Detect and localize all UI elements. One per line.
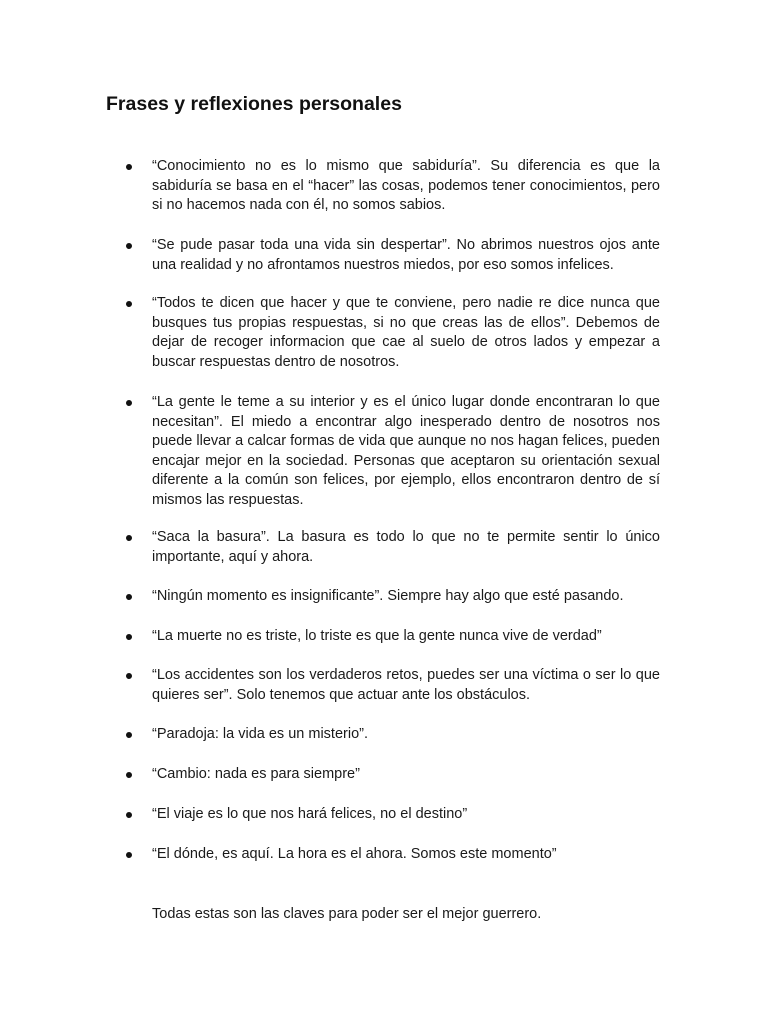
bullet-icon [126,772,132,778]
bullet-icon [126,535,132,541]
bullet-icon [126,243,132,249]
quote-text: “Saca la basura”. La basura es todo lo que no te permite sentir lo único importante, aquí y ahora. [152,529,660,565]
quote-text: “Los accidentes son los verdaderos retos, puedes ser una víctima o ser lo que quieres ser”. Solo tenemos que actuar ante los obstáculos. [152,667,660,703]
closing-paragraph: Todas estas son las claves para poder ser el mejor guerrero. [152,906,542,922]
quote-text: “El viaje es lo que nos hará felices, no el destino” [152,806,468,822]
bullet-icon [126,673,132,679]
quote-text: “La gente le teme a su interior y es el único lugar donde encontraran lo que necesitan”. El miedo a encontrar algo inesperado dentro de nosotros nos puede llevar a calcar formas de vida que aunque no nos hagan felices, pueden encajar mejor en la sociedad. Personas que aceptaron su orientación sexual diferente a la común son felices, por ejemplo, ellos encontraron dentro de sí mismos las respuestas. [152,394,660,508]
bullet-icon [126,852,132,858]
page-title: Frases y reflexiones personales [106,93,402,115]
bullet-icon [126,594,132,600]
bullet-icon [126,732,132,738]
quote-text: “Conocimiento no es lo mismo que sabiduría”. Su diferencia es que la sabiduría se basa en el “hacer” las cosas, podemos tener conocimientos, pero si no hacemos nada con él, no somos sabios. [152,158,660,213]
bullet-icon [126,301,132,307]
quote-text: “Se pude pasar toda una vida sin despertar”. No abrimos nuestros ojos ante una realidad y no afrontamos nuestros miedos, por eso somos infelices. [152,237,660,273]
bullet-icon [126,634,132,640]
bullet-icon [126,164,132,170]
quote-text: “Ningún momento es insignificante”. Siempre hay algo que esté pasando. [152,588,624,604]
quote-text: “Cambio: nada es para siempre” [152,766,360,782]
quote-text: “La muerte no es triste, lo triste es que la gente nunca vive de verdad” [152,628,602,644]
quote-text: “El dónde, es aquí. La hora es el ahora. Somos este momento” [152,846,557,862]
bullet-icon [126,400,132,406]
quote-text: “Todos te dicen que hacer y que te conviene, pero nadie re dice nunca que busques tus propias respuestas, si no que creas las de ellos”. Debemos de dejar de recoger informacion que cae al suelo de otros lados y empezar a buscar respuestas dentro de nosotros. [152,295,660,370]
quote-text: “Paradoja: la vida es un misterio”. [152,726,368,742]
bullet-icon [126,812,132,818]
